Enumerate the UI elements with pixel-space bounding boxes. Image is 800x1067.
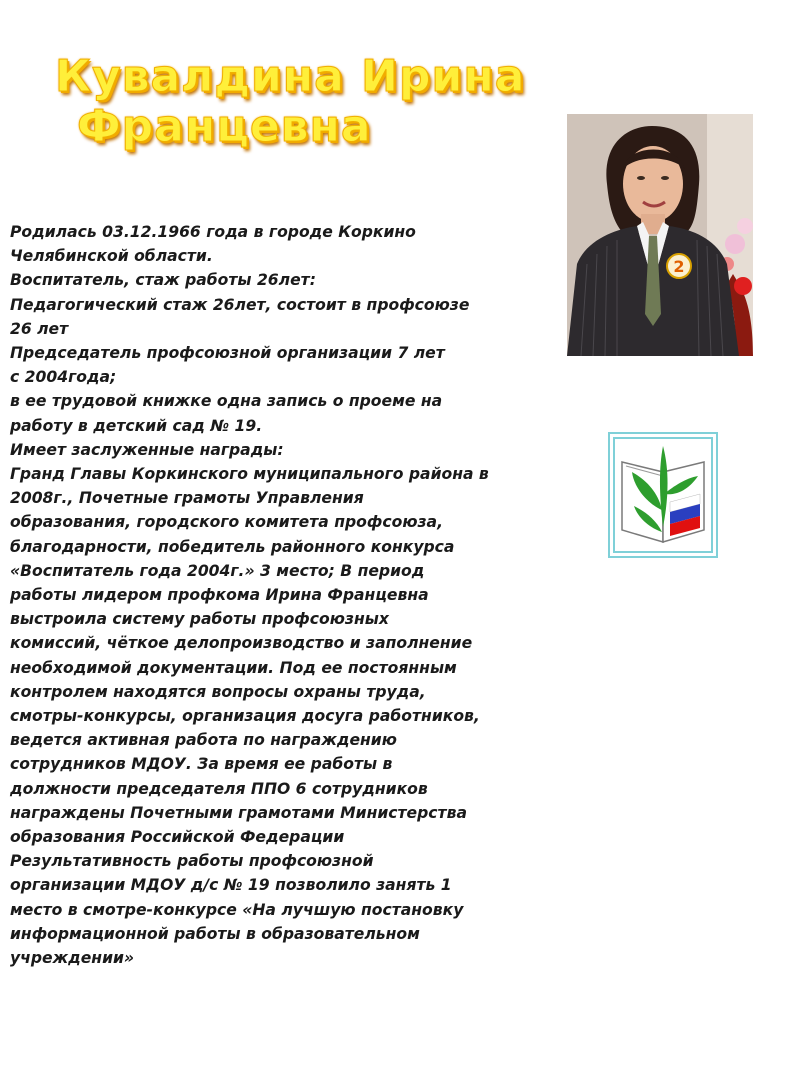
bio-line: должности председателя ППО 6 сотрудников xyxy=(10,779,428,798)
bio-line: необходимой документации. Под ее постоянным xyxy=(10,658,457,677)
bio-line: благодарности, победитель районного конкурса xyxy=(10,537,455,556)
bio-line: Родилась 03.12.1966 года в городе Коркино xyxy=(10,223,416,241)
bio-line: награждены Почетными грамотами Министерства xyxy=(10,803,467,822)
portrait-photo xyxy=(567,114,753,356)
bio-line: контролем находятся вопросы охраны труда, xyxy=(10,682,426,701)
bio-line: с 2004года; xyxy=(10,368,117,387)
bio-line: место в смотре-конкурсе «На лучшую постановку xyxy=(10,900,464,919)
bio-line: в ее трудовой книжке одна запись о проеме на xyxy=(10,392,443,411)
bio-line: Челябинской области. xyxy=(10,247,213,266)
bio-line: Председатель профсоюзной организации 7 лет xyxy=(10,344,445,363)
bio-line: информационной работы в образовательном xyxy=(10,924,420,943)
bio-line: выстроила систему работы профсоюзных xyxy=(10,610,389,629)
bio-line: учреждении» xyxy=(10,949,135,968)
bio-line: 2008г., Почетные грамоты Управления xyxy=(10,489,364,508)
bio-line: работы лидером профкома Ирина Францевна xyxy=(10,586,429,605)
bio-line: работу в детский сад № 19. xyxy=(10,416,263,435)
bio-line: «Воспитатель года 2004г.» 3 место; В период xyxy=(10,561,425,580)
bio-line: образования, городского комитета профсоюза, xyxy=(10,513,443,532)
bio-line: Воспитатель, стаж работы 26лет: xyxy=(10,271,316,290)
bio-line: организации МДОУ д/с № 19 позволило занять 1 xyxy=(10,876,452,895)
trade-union-logo xyxy=(608,432,718,558)
bio-line: Гранд Главы Коркинского муниципального района в xyxy=(10,465,489,484)
bio-line: Имеет заслуженные награды: xyxy=(10,440,284,459)
bio-line: комиссий, чёткое делопроизводство и заполнение xyxy=(10,634,473,653)
bio-line: 26 лет xyxy=(10,319,69,338)
bio-line: смотры-конкурсы, организация досуга работников, xyxy=(10,707,480,726)
badge-number: 2 xyxy=(673,257,685,276)
bio-line: ведется активная работа по награждению xyxy=(10,731,397,750)
biography-text xyxy=(10,220,570,970)
bio-line: Педагогический стаж 26лет, состоит в профсоюзе xyxy=(10,295,470,314)
title-line-surname-name: Кувалдина Ирина xyxy=(55,51,526,102)
page-title xyxy=(55,52,575,152)
bio-line: сотрудников МДОУ. За время ее работы в xyxy=(10,755,393,774)
bio-line: образования Российской Федерации xyxy=(10,828,345,847)
title-line-patronymic: Францевна xyxy=(77,101,372,152)
bio-line: Результативность работы профсоюзной xyxy=(10,852,374,871)
